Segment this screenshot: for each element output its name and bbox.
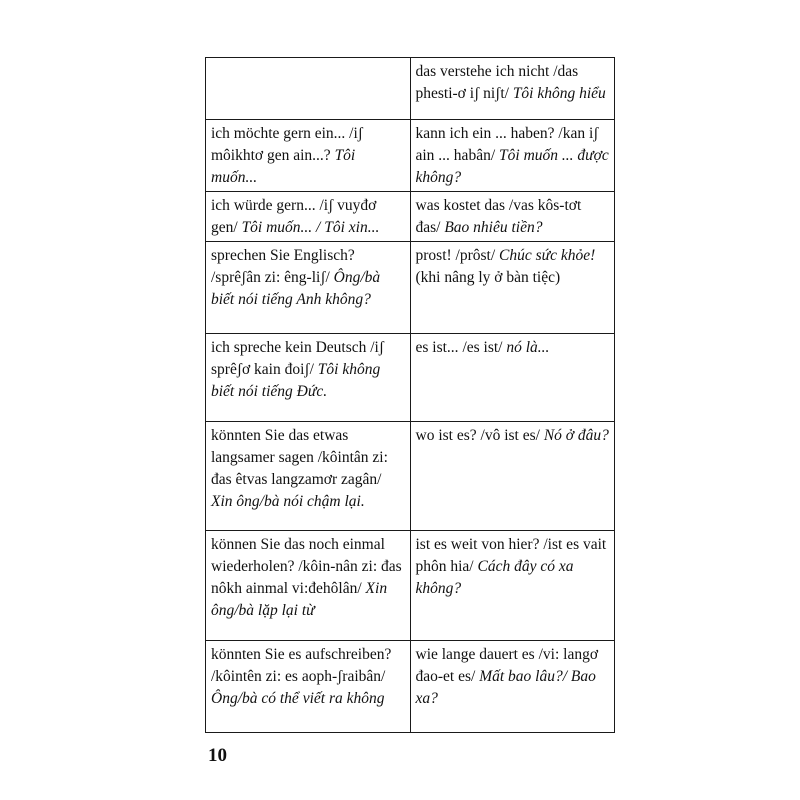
vietnamese-translation: Chúc sức khỏe! <box>499 247 596 264</box>
vietnamese-translation: Tôi không hiểu <box>512 85 606 102</box>
table-row <box>206 334 615 422</box>
pronunciation: /iʃ vuyđơ gen/ <box>211 197 377 236</box>
vietnamese-translation: Xin ông/bà lặp lại từ <box>211 580 388 619</box>
vietnamese-translation: Mất bao lâu?/ Bao xa? <box>415 668 596 707</box>
table-cell <box>410 58 615 120</box>
table-cell <box>206 422 411 531</box>
pronunciation: /kôintân zi: đas êtvas langzamơr zagân/ <box>211 449 388 488</box>
german-phrase: es ist... <box>415 339 463 356</box>
table-cell <box>206 641 411 733</box>
pronunciation: /prôst/ <box>455 247 500 264</box>
vietnamese-translation: Ông/bà có thể viết ra không <box>211 690 385 707</box>
german-phrase: sprechen Sie Englisch? <box>211 247 355 264</box>
pronunciation: /vas kôs-tơt đas/ <box>415 197 582 236</box>
pronunciation: /vi: langơ đao-et es/ <box>415 646 599 685</box>
vietnamese-translation: Tôi muốn... / Tôi xin... <box>241 219 380 236</box>
table-cell <box>410 192 615 242</box>
vietnamese-translation: Tôi muốn... <box>211 147 356 186</box>
pronunciation: /iʃ môikhtơ gen ain...? <box>211 125 363 164</box>
pronunciation: /sprêʃân zi: êng-liʃ/ <box>211 269 334 286</box>
table-row <box>206 242 615 334</box>
german-phrase: ich spreche kein Deutsch <box>211 339 371 356</box>
german-phrase: ich würde gern... <box>211 197 320 214</box>
table-row <box>206 641 615 733</box>
vietnamese-translation: Tôi không biết nói tiếng Đức. <box>211 361 381 400</box>
pronunciation: /ist es vait phôn hia/ <box>415 536 607 575</box>
german-phrase: wo ist es? <box>415 427 481 444</box>
pronunciation: /vô ist es/ <box>480 427 544 444</box>
table-row <box>206 58 615 120</box>
vietnamese-translation: nó là... <box>506 339 550 356</box>
pronunciation: /iʃ sprêʃơ kain đoiʃ/ <box>211 339 385 378</box>
vietnamese-translation: Cách đây có xa không? <box>415 558 574 597</box>
german-phrase: wie lange dauert es <box>415 646 539 663</box>
german-phrase: prost! <box>415 247 456 264</box>
vietnamese-translation: Nó ở đâu? <box>543 427 609 444</box>
table-cell <box>410 531 615 641</box>
table-cell <box>410 242 615 334</box>
german-phrase: das verstehe ich nicht <box>415 63 554 80</box>
table-cell <box>206 531 411 641</box>
vietnamese-translation: Bao nhiêu tiền? <box>444 219 543 236</box>
phrase-table-body <box>206 58 615 733</box>
table-row <box>206 192 615 242</box>
pronunciation: /das phesti-ơ iʃ niʃt/ <box>415 63 579 102</box>
german-phrase: ist es weit von hier? <box>415 536 544 553</box>
vietnamese-translation: Xin ông/bà nói chậm lại. <box>211 493 365 510</box>
pronunciation: /kan iʃ ain ... habân/ <box>415 125 599 164</box>
table-cell <box>206 192 411 242</box>
pronunciation: /es ist/ <box>462 339 507 356</box>
table-cell <box>206 120 411 192</box>
german-phrase: könnten Sie es aufschreiben? <box>211 646 392 663</box>
table-cell-empty <box>206 58 411 120</box>
phrase-table <box>205 57 615 733</box>
german-phrase: könnten Sie das etwas langsamer sagen <box>211 427 349 466</box>
table-row <box>206 531 615 641</box>
vietnamese-translation: Ông/bà biết nói tiếng Anh không? <box>211 269 381 308</box>
table-cell <box>410 334 615 422</box>
table-cell <box>410 422 615 531</box>
vietnamese-translation: Tôi muốn ... được không? <box>415 147 609 186</box>
table-cell <box>410 641 615 733</box>
table-cell <box>206 334 411 422</box>
german-phrase: was kostet das <box>415 197 509 214</box>
table-row <box>206 120 615 192</box>
pronunciation: /kôin-nân zi: đas nôkh ainmal vi:đehôlân/ <box>211 558 402 597</box>
page-number: 10 <box>208 745 227 766</box>
table-row <box>206 422 615 531</box>
german-phrase: kann ich ein ... haben? <box>415 125 559 142</box>
pronunciation: /kôintên zi: es aoph-ʃraibân/ <box>211 668 386 685</box>
table-cell <box>206 242 411 334</box>
usage-note: (khi nâng ly ở bàn tiệc) <box>415 269 561 286</box>
german-phrase: ich möchte gern ein... <box>211 125 350 142</box>
table-cell <box>410 120 615 192</box>
german-phrase: können Sie das noch einmal wiederholen? <box>211 536 385 575</box>
